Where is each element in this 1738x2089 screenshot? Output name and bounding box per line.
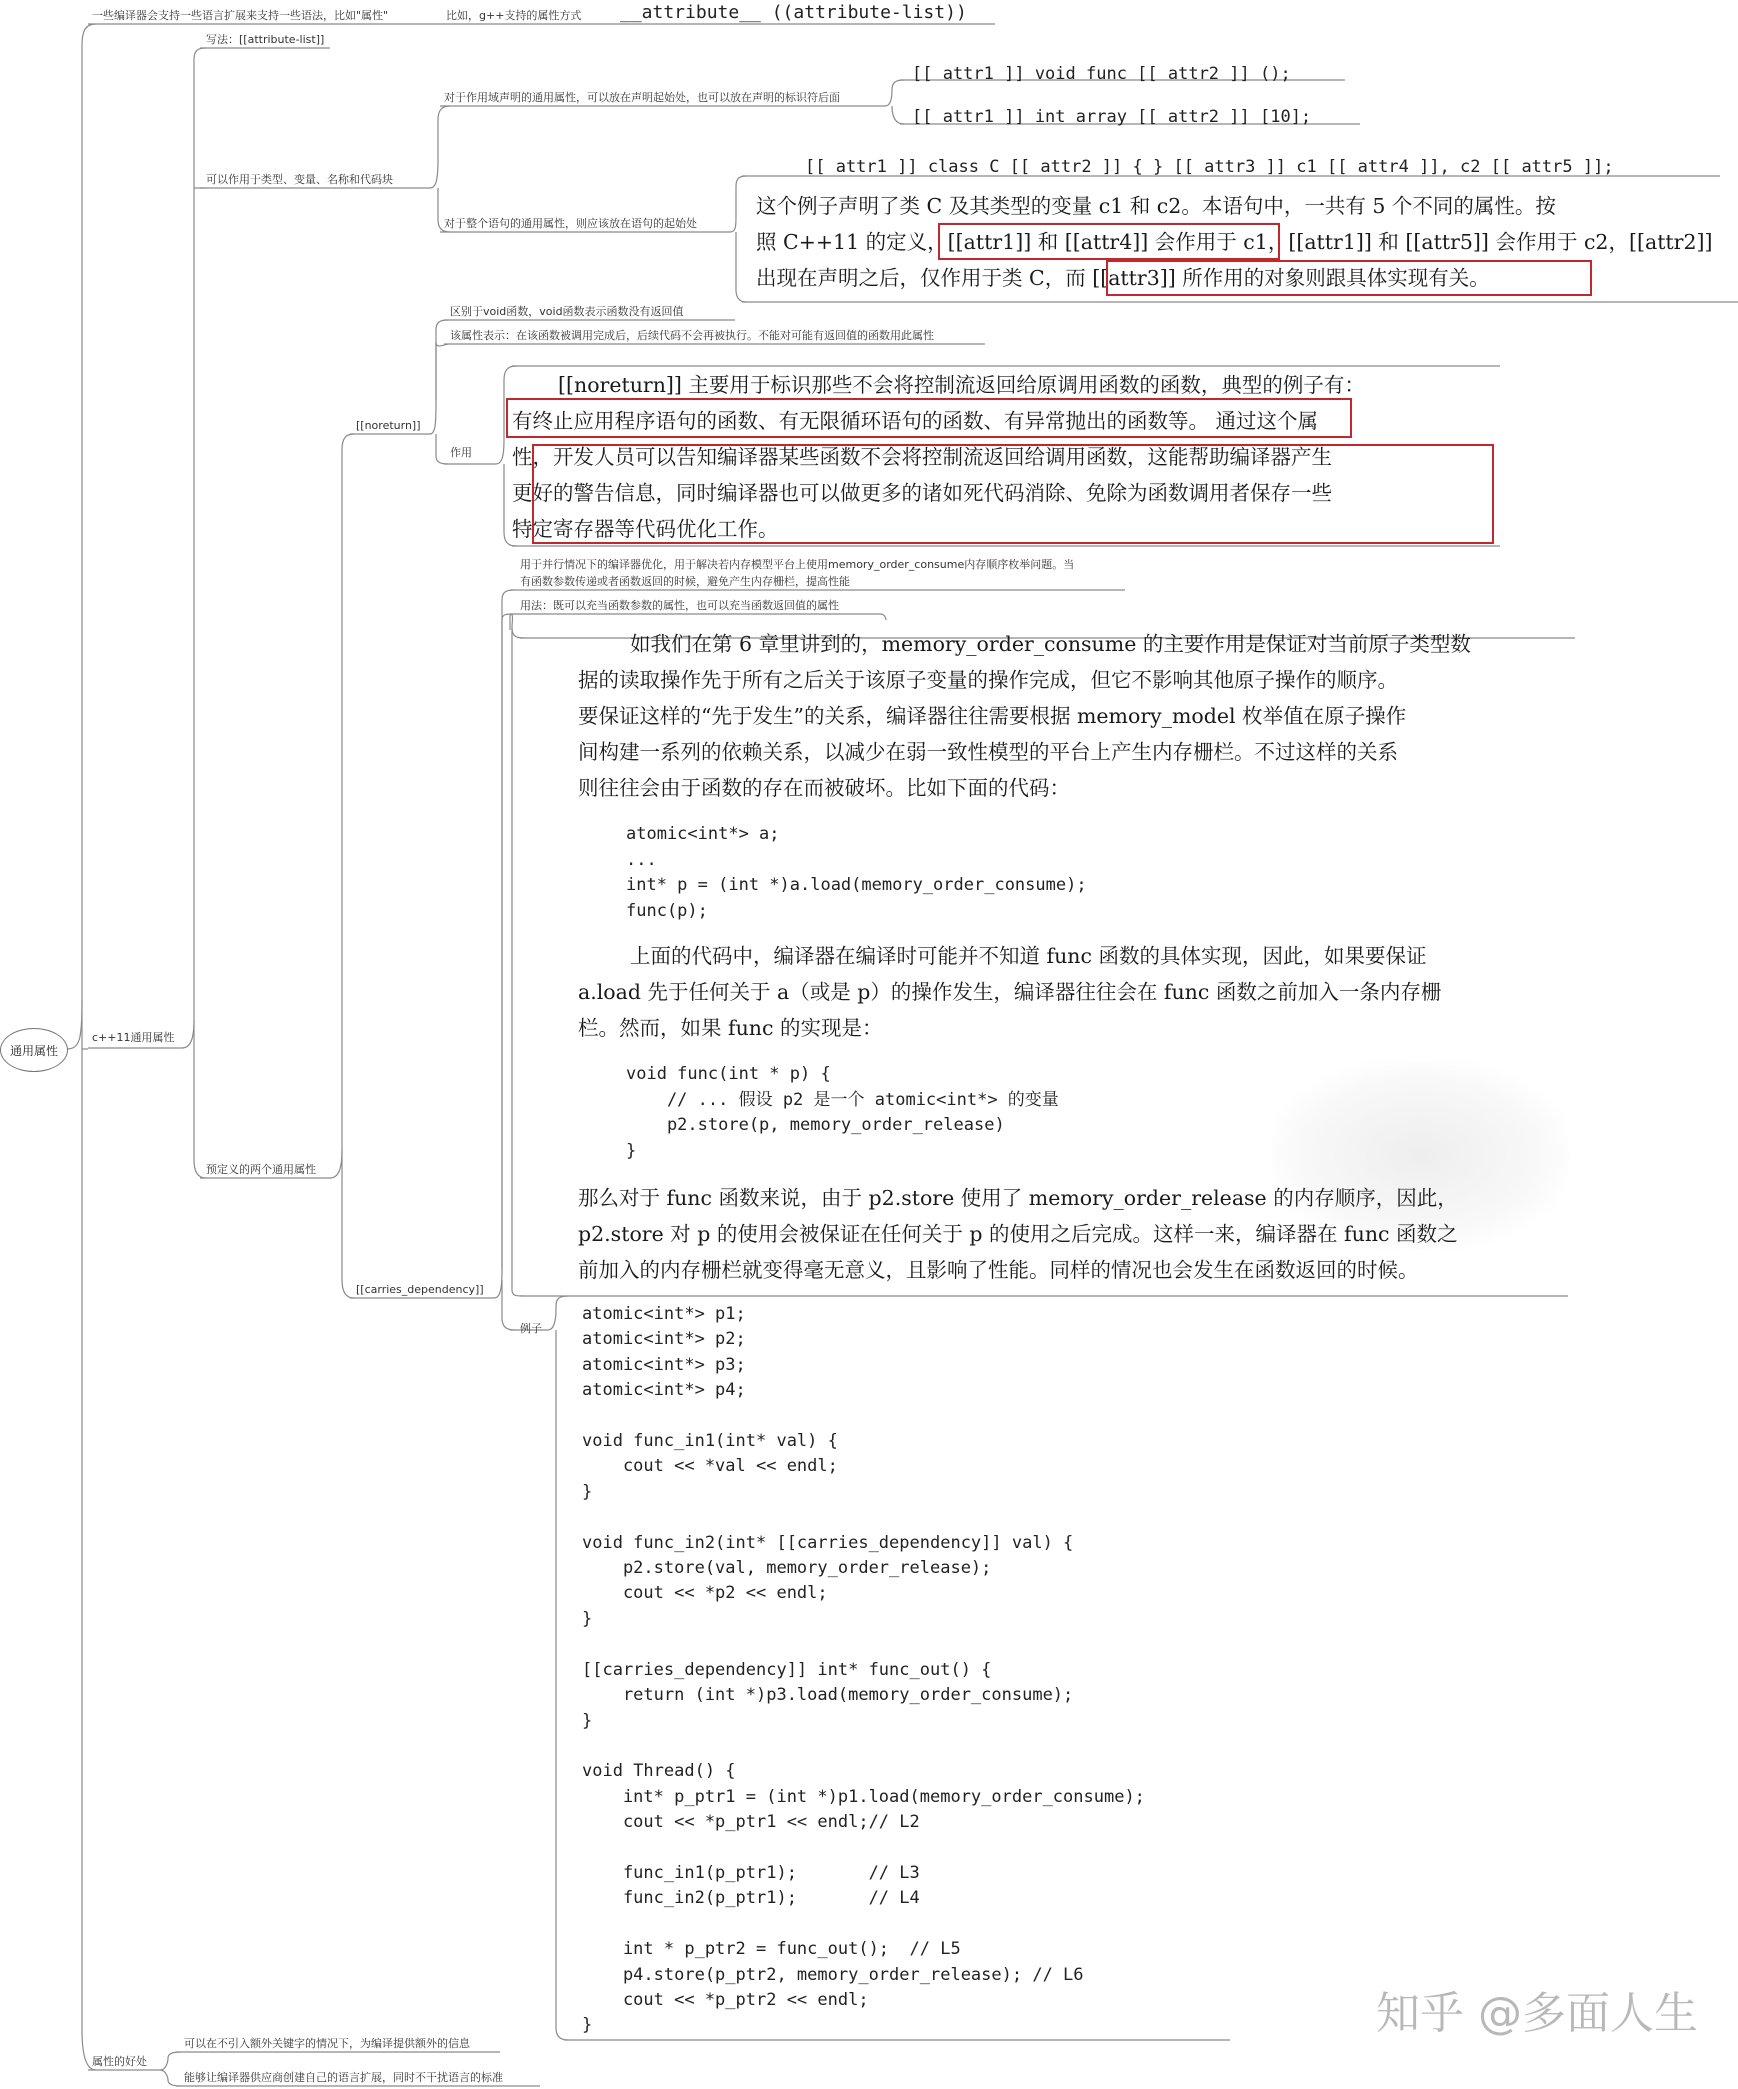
noreturn-para-line4: 更好的警告信息，同时编译器也可以做更多的诸如死代码消除、免除为函数调用者保存一些 <box>512 481 1332 505</box>
root-label: 通用属性 <box>9 1043 58 1058</box>
ext-example-code: __attribute__ ((attribute-list)) <box>620 2 967 23</box>
carries-label[interactable]: [[carries_dependency]] <box>356 1283 484 1296</box>
stmt-para-line3a: 出现在声明之后，仅作用于类 C， <box>756 266 1066 290</box>
ext-example-label[interactable]: 比如，g++支持的属性方式 <box>446 9 582 22</box>
carries-para2-line3: 栏。然而，如果 func 的实现是： <box>578 1016 883 1040</box>
stmt-code: [[ attr1 ]] class C [[ attr2 ]] { } [[ attr3 ]] c1 [[ attr4 ]], c2 [[ attr5 ]]; <box>805 157 1614 177</box>
carries-para1-line4: 间构建一系列的依赖关系，以减少在弱一致性模型的平台上产生内存栅栏。不过这样的关系 <box>578 740 1398 764</box>
carries-para3-line2: p2.store 对 p 的使用会被保证在任何关于 p 的使用之后完成。这样一来，编译器在 func 函数之 <box>578 1222 1458 1246</box>
noreturn-effect-label[interactable]: 作用 <box>450 446 472 459</box>
watermark: 知乎 @多面人生 <box>1376 1988 1698 2039</box>
noreturn-para-line2b: 通过这个属 <box>1215 409 1319 433</box>
carries-para2-line1: 上面的代码中，编译器在编译时可能并不知道 func 函数的具体实现，因此，如果要保证 <box>630 944 1427 968</box>
noreturn-diff-label[interactable]: 区别于void函数，void函数表示函数没有返回值 <box>450 305 684 318</box>
carries-para1-line2: 据的读取操作先于所有之后关于该原子变量的操作完成，但它不影响其他原子操作的顺序。 <box>578 668 1398 692</box>
syntax-label[interactable]: 写法：[[attribute-list]] <box>206 33 325 46</box>
stmt-para-line2c: ，[[attr1]] 和 [[attr5]] 会作用于 c2，[[attr2]] <box>1267 230 1713 254</box>
benefit-item-1[interactable]: 可以在不引入额外关键字的情况下，为编译提供额外的信息 <box>184 2037 470 2050</box>
usable-label[interactable]: 可以作用于类型、变量、名称和代码块 <box>206 173 393 186</box>
highlight-box-noreturn-examples <box>506 398 1352 438</box>
highlight-box-attr1-attr4 <box>938 223 1280 260</box>
carries-para2-line2: a.load 先于任何关于 a（或是 p）的操作发生，编译器往往会在 func 函数之前加入一条内存栅 <box>578 980 1442 1004</box>
predef-label[interactable]: 预定义的两个通用属性 <box>206 1163 316 1176</box>
scope-code-2: [[ attr1 ]] int array [[ attr2 ]] [10]; <box>912 107 1312 127</box>
noreturn-para-line3: 性，开发人员可以告知编译器某些函数不会将控制流返回给调用函数，这能帮助编译器产生 <box>512 445 1332 469</box>
noreturn-para-line1: [[noreturn]] 主要用于标识那些不会将控制流返回给原调用函数的函数，典型的例子有： <box>558 373 1365 397</box>
noreturn-label[interactable]: [[noreturn]] <box>356 419 421 432</box>
benefit-item-2[interactable]: 能够让编译器供应商创建自己的语言扩展，同时不干扰语言的标准 <box>184 2071 503 2084</box>
ext-branch-label[interactable]: 一些编译器会支持一些语言扩展来支持一些语法，比如"属性" <box>92 9 389 22</box>
root-node[interactable] <box>0 1028 68 1072</box>
stmt-label[interactable]: 对于整个语句的通用属性，则应该放在语句的起始处 <box>444 217 697 230</box>
highlight-box-noreturn-benefit <box>532 444 1494 544</box>
carries-paragraph-2 <box>578 938 1578 1046</box>
noreturn-para-line5: 特定寄存器等代码优化工作。 <box>512 517 779 541</box>
scope-code-1: [[ attr1 ]] void func [[ attr2 ]] (); <box>912 64 1291 84</box>
carries-desc-line2[interactable]: 有函数参数传递或者函数返回的时候，避免产生内存栅栏，提高性能 <box>520 575 850 588</box>
carries-para1-line3: 要保证这样的“先于发生”的关系，编译器往往需要根据 memory_model 枚举值在原子操作 <box>578 704 1407 728</box>
stmt-para-line1: 这个例子声明了类 C 及其类型的变量 c1 和 c2。本语句中，一共有 5 个不同的属性。按 <box>756 194 1556 218</box>
carries-para3-line3: 前加入的内存栅栏就变得毫无意义，且影响了性能。同样的情况也会发生在函数返回的时候。 <box>578 1258 1419 1282</box>
carries-example-code: atomic<int*> p1; atomic<int*> p2; atomic<int*> p3; atomic<int*> p4; void func_in1(int* val) { cout << *val << endl; } void func_in2(int* [[carries_dependency]] val) { p2.store(val, memory_order_release); cout << *p2 << endl; } [[carries_dependency]] int* func_out() { return (int *)p3.load(memory_order_consume); } void Thread() { int* p_ptr1 = (int *)p1.load(memory_order_consume); cout << *p_ptr1 << endl;// L2 func_in1(p_ptr1); // L3 func_in2(p_ptr1); // L4 int * p_ptr2 = func_out(); // L5 p4.store(p_ptr2, memory_order_release); // L6 cout << *p_ptr2 << endl; } <box>582 1304 1145 2036</box>
scope-label[interactable]: 对于作用域声明的通用属性，可以放在声明起始处，也可以放在声明的标识符后面 <box>444 91 840 104</box>
stmt-para-highlight1: [[attr1]] 和 [[attr4]] 会作用于 c1 <box>947 230 1268 254</box>
stmt-para-line2a: 照 C++11 的定义， <box>756 230 948 254</box>
carries-para3-line1: 那么对于 func 函数来说，由于 p2.store 使用了 memory_order_release 的内存顺序，因此， <box>578 1186 1458 1210</box>
carries-para1-line1: 如我们在第 6 章里讲到的，memory_order_consume 的主要作用是保证对当前原子类型数 <box>630 632 1471 656</box>
carries-desc-line1[interactable]: 用于并行情况下的编译器优化，用于解决若内存模型平台上使用memory_order_consume内存顺序枚举问题。当 <box>520 558 1075 571</box>
benefit-label[interactable]: 属性的好处 <box>92 2055 147 2068</box>
carries-usage-label[interactable]: 用法：既可以充当函数参数的属性，也可以充当函数返回值的属性 <box>520 599 839 612</box>
carries-example-label[interactable]: 例子 <box>520 1322 542 1335</box>
noreturn-para-highlight: 有终止应用程序语句的函数、有无限循环语句的函数、有异常抛出的函数等。 <box>512 409 1209 433</box>
highlight-box-attr3 <box>1106 260 1592 296</box>
carries-code-2: void func(int * p) { // ... 假设 p2 是一个 atomic<int*> 的变量 p2.store(p, memory_order_release) } <box>626 1064 1059 1161</box>
carries-paragraph-1 <box>578 626 1578 806</box>
cpp11-branch-label[interactable]: c++11通用属性 <box>92 1031 175 1044</box>
carries-paragraph-3 <box>578 1180 1578 1288</box>
stmt-para-highlight2: 而 [[attr3]] 所作用的对象则跟具体实现有关。 <box>1065 266 1490 290</box>
carries-code-1: atomic<int*> a; ... int* p = (int *)a.load(memory_order_consume); func(p); <box>626 824 1087 921</box>
noreturn-meaning-label[interactable]: 该属性表示：在该函数被调用完成后，后续代码不会再被执行。不能对可能有返回值的函数用此属性 <box>450 329 934 342</box>
carries-para1-line5: 则往往会由于函数的存在而被破坏。比如下面的代码： <box>578 776 1070 800</box>
